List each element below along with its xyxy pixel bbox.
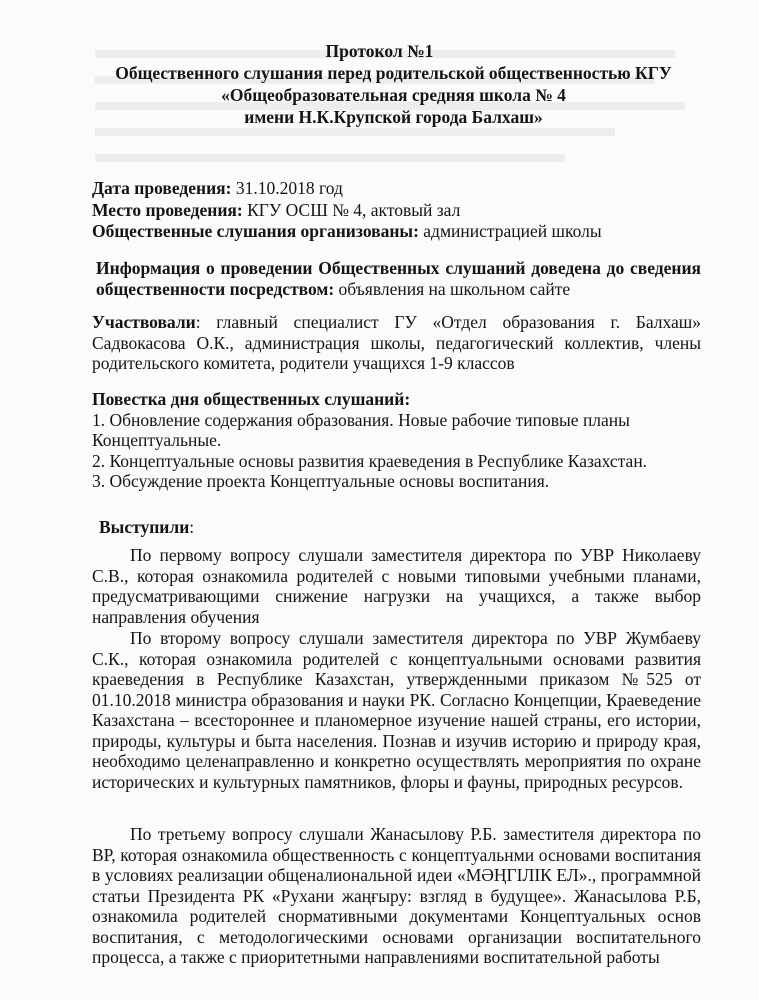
info-value: объявления на школьном сайте — [334, 278, 571, 299]
agenda-item: 2. Концептуальные основы развития краеведения в Республике Казахстан. — [92, 450, 648, 471]
agenda-section — [92, 389, 701, 492]
agenda-title: Повестка дня общественных слушаний: — [92, 389, 411, 409]
agenda-item: 1. Обновление содержания образования. Новые рабочие типовые планы Концептуальные. — [92, 409, 630, 450]
speakers-title-text: Выступили — [99, 517, 190, 537]
date-value: 31.10.2018 год — [231, 178, 343, 198]
place-field — [92, 200, 460, 220]
organizer-label: Общественные слушания организованы: — [92, 221, 419, 241]
speaker-paragraph-1: По первому вопросу слушали заместителя директора по УВР Николаеву С.В., которая ознакомила родителей с новыми типовыми учебными планами, предусматривающими снижение нагрузки на учащихся, а также выбор направления обучения — [92, 545, 701, 627]
protocol-subtitle: Общественного слушания перед родительской общественностью КГУ — [115, 63, 672, 83]
speaker-paragraph-2: По второму вопросу слушали заместителя директора по УВР Жумбаеву С.К., которая ознакомила родителей с концептуальными основами развития краеведения в Республике Казахстан, утвержденными приказом №525 от 01.10.2018 министра образования и науки РК. Согласно Концепции, Краеведение Казахстана – всестороннее и планомерное изучение нашей страны, его истории, природы, культуры и быта населения. Познав и изучив историю и природу края, необходимо целенаправленно и конкретно осуществлять мероприятия по охране исторических и культурных памятников, флоры и фауны, природных ресурсов. — [92, 628, 701, 792]
date-label: Дата проведения: — [92, 178, 232, 198]
agenda-item: 3. Обсуждение проекта Концептуальные основы воспитания. — [92, 471, 550, 491]
info-paragraph — [96, 258, 701, 299]
organizer-value: администрацией школы — [418, 221, 602, 241]
info-label: Информация о проведении Общественных слушаний доведена до сведения общественности посредством: — [96, 258, 701, 299]
place-value: КГУ ОСШ № 4, актовый зал — [242, 200, 461, 220]
place-label: Место проведения: — [92, 200, 243, 220]
speakers-title — [99, 517, 194, 538]
school-name: «Общеобразовательная средняя школа № 4 — [221, 85, 566, 105]
participants-paragraph — [92, 312, 701, 374]
organizer-field — [92, 221, 602, 241]
protocol-title: Протокол №1 — [325, 41, 434, 61]
participants-label: Участвовали — [92, 312, 196, 332]
date-field — [92, 178, 343, 198]
speaker-paragraph-3: По третьему вопросу слушали Жанасылову Р.Б. заместителя директора по ВР, которая ознакомила общественность с концептуальнми основами воспитания в условиях реализации общеналиональной идеи «МӘҢГІЛІК ЕЛ»., программной статьи Президента РК «Рухани жаңғыру: взгляд в будущее». Жанасылова Р.Б, ознакомила родителей снормативными документами Концептуальных основ воспитания, с методологическими основами организации воспитательного процесса, а также с приоритетными направлениями воспитательной работы — [92, 824, 701, 967]
speakers-title-colon: : — [189, 517, 195, 537]
school-name-cont: имени Н.К.Крупской города Балхаш» — [244, 107, 543, 127]
participants-value: : главный специалист ГУ «Отдел образования г. Балхаш» Садвокасова О.К., администрация школы, педагогический коллектив, члены родительского комитета, родители учащихся 1-9 классов — [92, 312, 701, 373]
